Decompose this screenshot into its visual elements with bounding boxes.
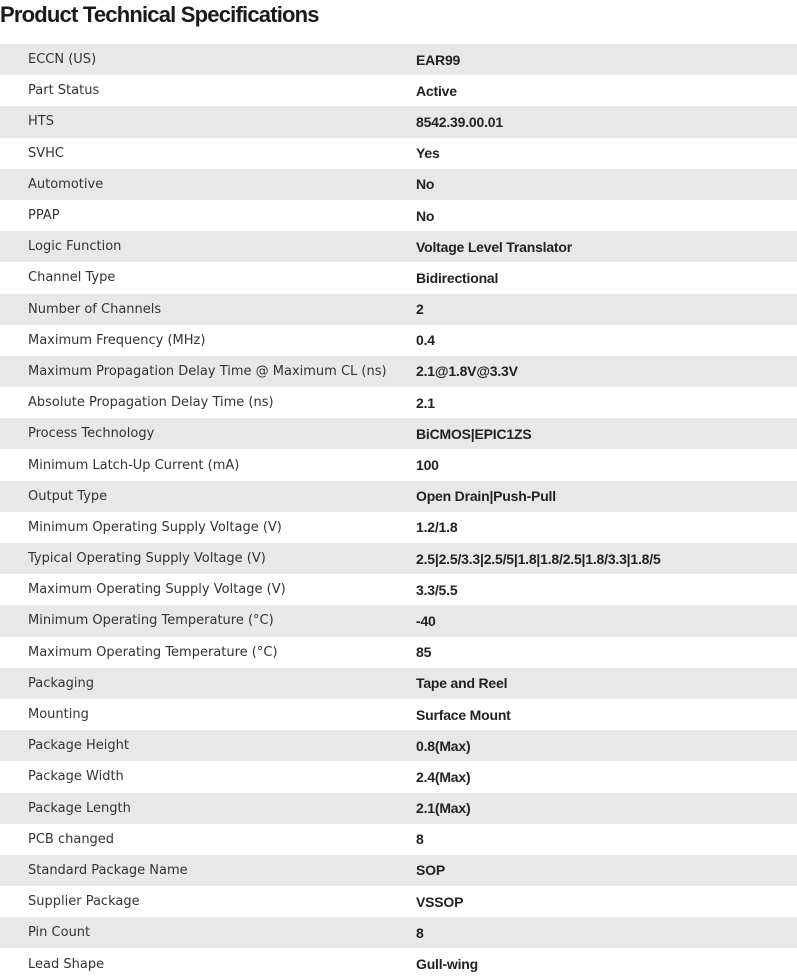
spec-value: Bidirectional — [416, 269, 499, 286]
table-row — [0, 231, 797, 262]
table-row — [0, 449, 797, 480]
spec-value: 1.2/1.8 — [416, 519, 458, 536]
table-row — [0, 824, 797, 855]
spec-value: No — [416, 176, 435, 193]
spec-value: Tape and Reel — [416, 675, 508, 692]
spec-label: Standard Package Name — [28, 862, 188, 878]
spec-value: 2 — [416, 301, 424, 318]
spec-label: Pin Count — [28, 925, 91, 941]
spec-label: HTS — [28, 114, 54, 130]
table-row — [0, 169, 797, 200]
spec-value: 85 — [416, 644, 432, 661]
page-title: Product Technical Specifications — [0, 2, 319, 27]
spec-label: Typical Operating Supply Voltage (V) — [28, 551, 266, 567]
spec-value: VSSOP — [416, 893, 464, 910]
spec-value: Active — [416, 82, 457, 99]
spec-label: Logic Function — [28, 239, 122, 255]
spec-value: 2.1(Max) — [416, 800, 471, 817]
spec-value: 8 — [416, 831, 424, 848]
spec-value: Surface Mount — [416, 706, 511, 723]
table-row — [0, 855, 797, 886]
spec-value: 2.1@1.8V@3.3V — [416, 363, 518, 380]
table-row — [0, 138, 797, 169]
table-row — [0, 699, 797, 730]
spec-label: Package Height — [28, 738, 129, 754]
table-row — [0, 44, 797, 75]
spec-label: ECCN (US) — [28, 52, 97, 68]
spec-label: Minimum Operating Temperature (°C) — [28, 613, 274, 629]
table-row — [0, 481, 797, 512]
spec-value: 0.4 — [416, 332, 435, 349]
spec-label: Output Type — [28, 488, 108, 504]
spec-label: Package Length — [28, 800, 131, 816]
spec-label: Process Technology — [28, 426, 155, 442]
spec-value: 2.5|2.5/3.3|2.5/5|1.8|1.8/2.5|1.8/3.3|1.8/5 — [416, 550, 661, 567]
table-row — [0, 605, 797, 636]
table-row — [0, 75, 797, 106]
spec-value: 3.3/5.5 — [416, 581, 458, 598]
spec-label: Package Width — [28, 769, 124, 785]
spec-value: 2.1 — [416, 394, 435, 411]
spec-value: 2.4(Max) — [416, 768, 471, 785]
spec-value: Gull-wing — [416, 956, 478, 973]
table-row — [0, 793, 797, 824]
spec-value: Yes — [416, 145, 440, 162]
spec-value: Open Drain|Push-Pull — [416, 488, 556, 505]
spec-value: EAR99 — [416, 51, 461, 68]
table-row — [0, 574, 797, 605]
table-row — [0, 637, 797, 668]
spec-label: Minimum Latch-Up Current (mA) — [28, 457, 240, 473]
spec-value: 100 — [416, 457, 439, 474]
spec-value: Voltage Level Translator — [416, 238, 572, 255]
spec-label: SVHC — [28, 145, 64, 161]
spec-label: Part Status — [28, 83, 100, 99]
table-row — [0, 356, 797, 387]
spec-label: Maximum Operating Supply Voltage (V) — [28, 582, 286, 598]
spec-label: Maximum Propagation Delay Time @ Maximum CL (ns) — [28, 363, 387, 379]
table-row — [0, 325, 797, 356]
spec-label: Absolute Propagation Delay Time (ns) — [28, 395, 274, 411]
spec-table — [0, 44, 797, 980]
table-row — [0, 730, 797, 761]
table-row — [0, 761, 797, 792]
table-row — [0, 917, 797, 948]
spec-value: -40 — [416, 612, 436, 629]
table-row — [0, 262, 797, 293]
spec-label: Mounting — [28, 707, 89, 723]
table-row — [0, 106, 797, 137]
spec-label: Channel Type — [28, 270, 116, 286]
table-row — [0, 418, 797, 449]
spec-label: Maximum Frequency (MHz) — [28, 332, 206, 348]
table-row — [0, 543, 797, 574]
table-row — [0, 512, 797, 543]
table-row — [0, 387, 797, 418]
spec-label: Automotive — [28, 176, 104, 192]
spec-label: Minimum Operating Supply Voltage (V) — [28, 519, 282, 535]
table-row — [0, 200, 797, 231]
spec-value: BiCMOS|EPIC1ZS — [416, 425, 532, 442]
spec-label: Number of Channels — [28, 301, 162, 317]
spec-value: 8542.39.00.01 — [416, 113, 503, 130]
spec-label: PCB changed — [28, 831, 115, 847]
spec-value: SOP — [416, 862, 445, 879]
table-row — [0, 886, 797, 917]
spec-label: Lead Shape — [28, 956, 105, 972]
spec-label: Maximum Operating Temperature (°C) — [28, 644, 278, 660]
table-row — [0, 948, 797, 979]
spec-value: 8 — [416, 924, 424, 941]
spec-label: Packaging — [28, 675, 94, 691]
spec-label: Supplier Package — [28, 894, 140, 910]
table-row — [0, 294, 797, 325]
spec-value: 0.8(Max) — [416, 737, 471, 754]
table-row — [0, 668, 797, 699]
spec-label: PPAP — [28, 208, 60, 224]
spec-value: No — [416, 207, 435, 224]
